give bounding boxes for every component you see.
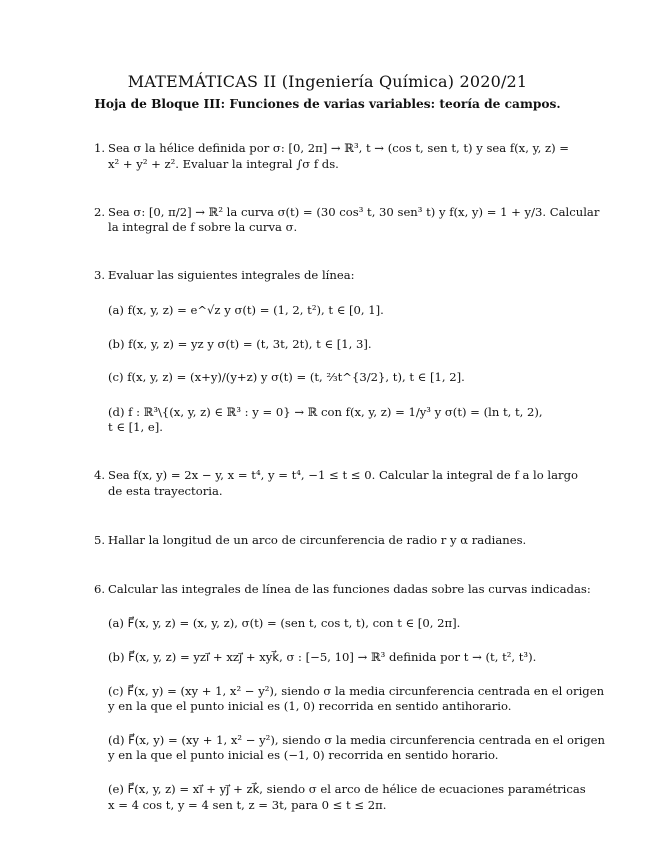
subproblem-6c-cont: y en la que el punto inicial es (1, 0) recorrida en sentido antihorario.: [108, 699, 512, 713]
subproblem-6d: (d) F⃗(x, y) = (xy + 1, x² − y²), siendo σ la media circunferencia centrada en el origen: [108, 733, 605, 747]
problem-text-line: x² + y² + z². Evaluar la integral ∫σ f ds.: [108, 157, 339, 171]
subproblem-3c: (c) f(x, y, z) = (x+y)/(y+z) y σ(t) = (t, ⅔t^{3/2}, t), t ∈ [1, 2].: [108, 370, 465, 384]
page-title: MATEMÁTICAS II (Ingeniería Química) 2020/21: [127, 72, 528, 91]
subproblem-6a: (a) F⃗(x, y, z) = (x, y, z), σ(t) = (sen t, cos t, t), con t ∈ [0, 2π].: [108, 616, 461, 630]
problem-text-line: Sea f(x, y) = 2x − y, x = t⁴, y = t⁴, −1 ≤ t ≤ 0. Calcular la integral de f a lo largo: [108, 468, 578, 482]
problem-text-line: Hallar la longitud de un arco de circunferencia de radio r y α radianes.: [108, 533, 527, 547]
subproblem-3d: (d) f : ℝ³\{(x, y, z) ∈ ℝ³ : y = 0} → ℝ con f(x, y, z) = 1/y³ y σ(t) = (ln t, t, 2),: [108, 405, 543, 419]
problem-number: 5.: [94, 533, 106, 547]
problem-number: 1.: [94, 141, 106, 155]
subproblem-6e-cont: x = 4 cos t, y = 4 sen t, z = 3t, para 0 ≤ t ≤ 2π.: [108, 798, 387, 812]
problem-number: 4.: [94, 468, 106, 482]
subproblem-3a: (a) f(x, y, z) = e^√z y σ(t) = (1, 2, t²), t ∈ [0, 1].: [108, 303, 384, 317]
subproblem-3b: (b) f(x, y, z) = yz y σ(t) = (t, 3t, 2t), t ∈ [1, 3].: [108, 337, 372, 351]
subproblem-6d-cont: y en la que el punto inicial es (−1, 0) recorrida en sentido horario.: [108, 748, 499, 762]
problem-number: 3.: [94, 268, 106, 282]
problem-text-line: de esta trayectoria.: [108, 484, 223, 498]
subproblem-6b: (b) F⃗(x, y, z) = yzi⃗ + xzj⃗ + xyk⃗, σ : [−5, 10] → ℝ³ definida por t → (t, t², t³).: [108, 650, 537, 664]
problem-text-line: Sea σ la hélice definida por σ: [0, 2π] → ℝ³, t → (cos t, sen t, t) y sea f(x, y, z) =: [108, 141, 570, 155]
subproblem-6e: (e) F⃗(x, y, z) = xi⃗ + yj⃗ + zk⃗, siendo σ el arco de hélice de ecuaciones paramétricas: [108, 782, 586, 796]
problem-text-line: Sea σ: [0, π/2] → ℝ² la curva σ(t) = (30 cos³ t, 30 sen³ t) y f(x, y) = 1 + y/3. Calcular: [108, 205, 600, 219]
problem-number: 2.: [94, 205, 106, 219]
problem-number: 6.: [94, 582, 106, 596]
subproblem-6c: (c) F⃗(x, y) = (xy + 1, x² − y²), siendo σ la media circunferencia centrada en el origen: [108, 684, 605, 698]
page-subtitle: Hoja de Bloque III: Funciones de varias variables: teoría de campos.: [94, 97, 561, 111]
problem-text-line: Calcular las integrales de línea de las funciones dadas sobre las curvas indicadas:: [108, 582, 591, 596]
problem-text-line: la integral de f sobre la curva σ.: [108, 220, 298, 234]
problem-text-line: Evaluar las siguientes integrales de línea:: [108, 268, 355, 282]
subproblem-3d-cont: t ∈ [1, e].: [108, 420, 163, 434]
